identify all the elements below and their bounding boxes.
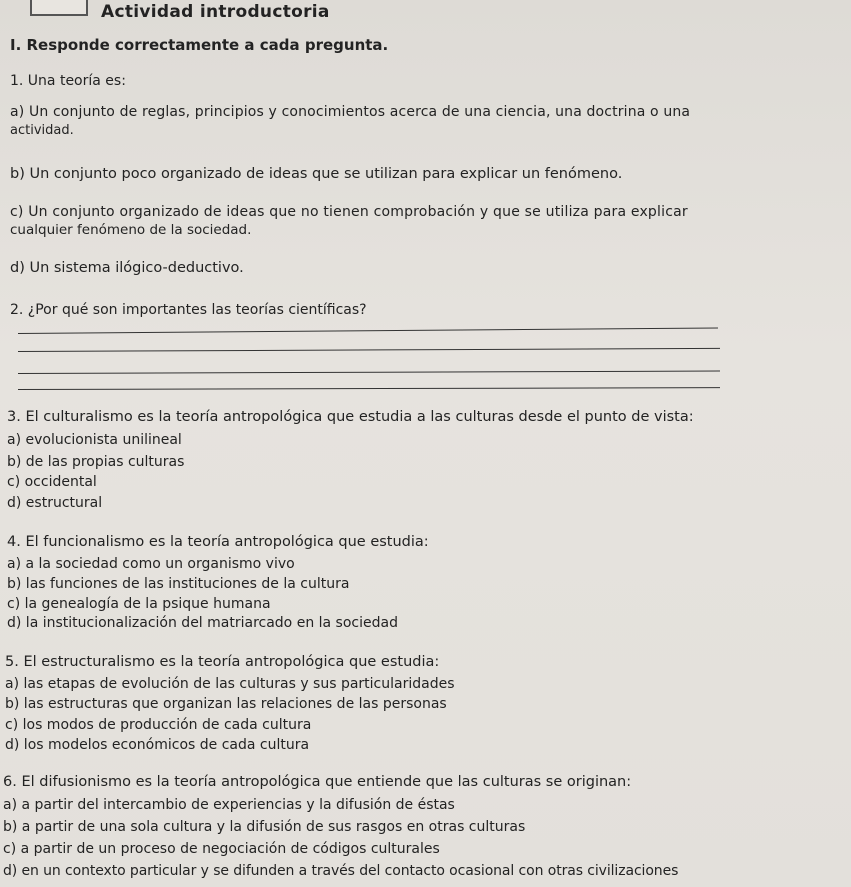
question-1-option-c-cont: cualquier fenómeno de la sociedad.: [10, 222, 252, 238]
header-box: [30, 0, 88, 16]
question-5-option-c: c) los modos de producción de cada cultura: [5, 717, 312, 733]
question-1-option-d: d) Un sistema ilógico-deductivo.: [10, 260, 244, 276]
question-4-option-b: b) las funciones de las instituciones de la cultura: [7, 576, 350, 592]
question-6-option-b: b) a partir de una sola cultura y la difusión de sus rasgos en otras culturas: [3, 819, 526, 835]
question-5-option-a: a) las etapas de evolución de las culturas y sus particularidades: [5, 676, 455, 692]
question-6-option-c: c) a partir de un proceso de negociación de códigos culturales: [3, 841, 440, 857]
question-4-prompt: 4. El funcionalismo es la teoría antropológica que estudia:: [7, 534, 429, 550]
question-1-option-c: c) Un conjunto organizado de ideas que no tienen comprobación y que se utiliza para explicar: [10, 204, 688, 220]
question-5-prompt: 5. El estructuralismo es la teoría antropológica que estudia:: [5, 654, 440, 670]
answer-line-4[interactable]: [18, 387, 720, 390]
question-5-option-b: b) las estructuras que organizan las relaciones de las personas: [5, 696, 447, 712]
question-6-option-d: d) en un contexto particular y se difunden a través del contacto ocasional con otras civilizaciones: [3, 863, 679, 879]
section-instruction: I. Responde correctamente a cada pregunta.: [10, 36, 389, 54]
question-6-option-a: a) a partir del intercambio de experiencias y la difusión de éstas: [3, 797, 455, 813]
answer-line-3[interactable]: [18, 371, 720, 374]
question-2-prompt: 2. ¿Por qué son importantes las teorías científicas?: [10, 302, 367, 318]
question-4-option-a: a) a la sociedad como un organismo vivo: [7, 556, 295, 572]
question-6-prompt: 6. El difusionismo es la teoría antropológica que entiende que las culturas se originan:: [3, 774, 632, 790]
question-1-prompt: 1. Una teoría es:: [10, 73, 126, 89]
question-3-option-a: a) evolucionista unilineal: [7, 432, 182, 448]
answer-line-1[interactable]: [18, 328, 718, 334]
question-5-option-d: d) los modelos económicos de cada cultura: [5, 737, 310, 753]
question-1-option-a: a) Un conjunto de reglas, principios y conocimientos acerca de una ciencia, una doctrina o una: [10, 104, 691, 120]
question-3-option-c: c) occidental: [7, 474, 97, 490]
page-title: Actividad introductoria: [101, 2, 330, 22]
answer-line-2[interactable]: [18, 348, 720, 352]
question-4-option-d: d) la institucionalización del matriarcado en la sociedad: [7, 615, 398, 631]
question-1-option-a-cont: actividad.: [10, 123, 74, 138]
question-1-option-b: b) Un conjunto poco organizado de ideas que se utilizan para explicar un fenómeno.: [10, 166, 623, 182]
question-3-option-b: b) de las propias culturas: [7, 454, 185, 470]
question-4-option-c: c) la genealogía de la psique humana: [7, 596, 271, 612]
question-3-option-d: d) estructural: [7, 495, 103, 511]
question-3-prompt: 3. El culturalismo es la teoría antropológica que estudia a las culturas desde el punto de vista:: [7, 409, 694, 425]
